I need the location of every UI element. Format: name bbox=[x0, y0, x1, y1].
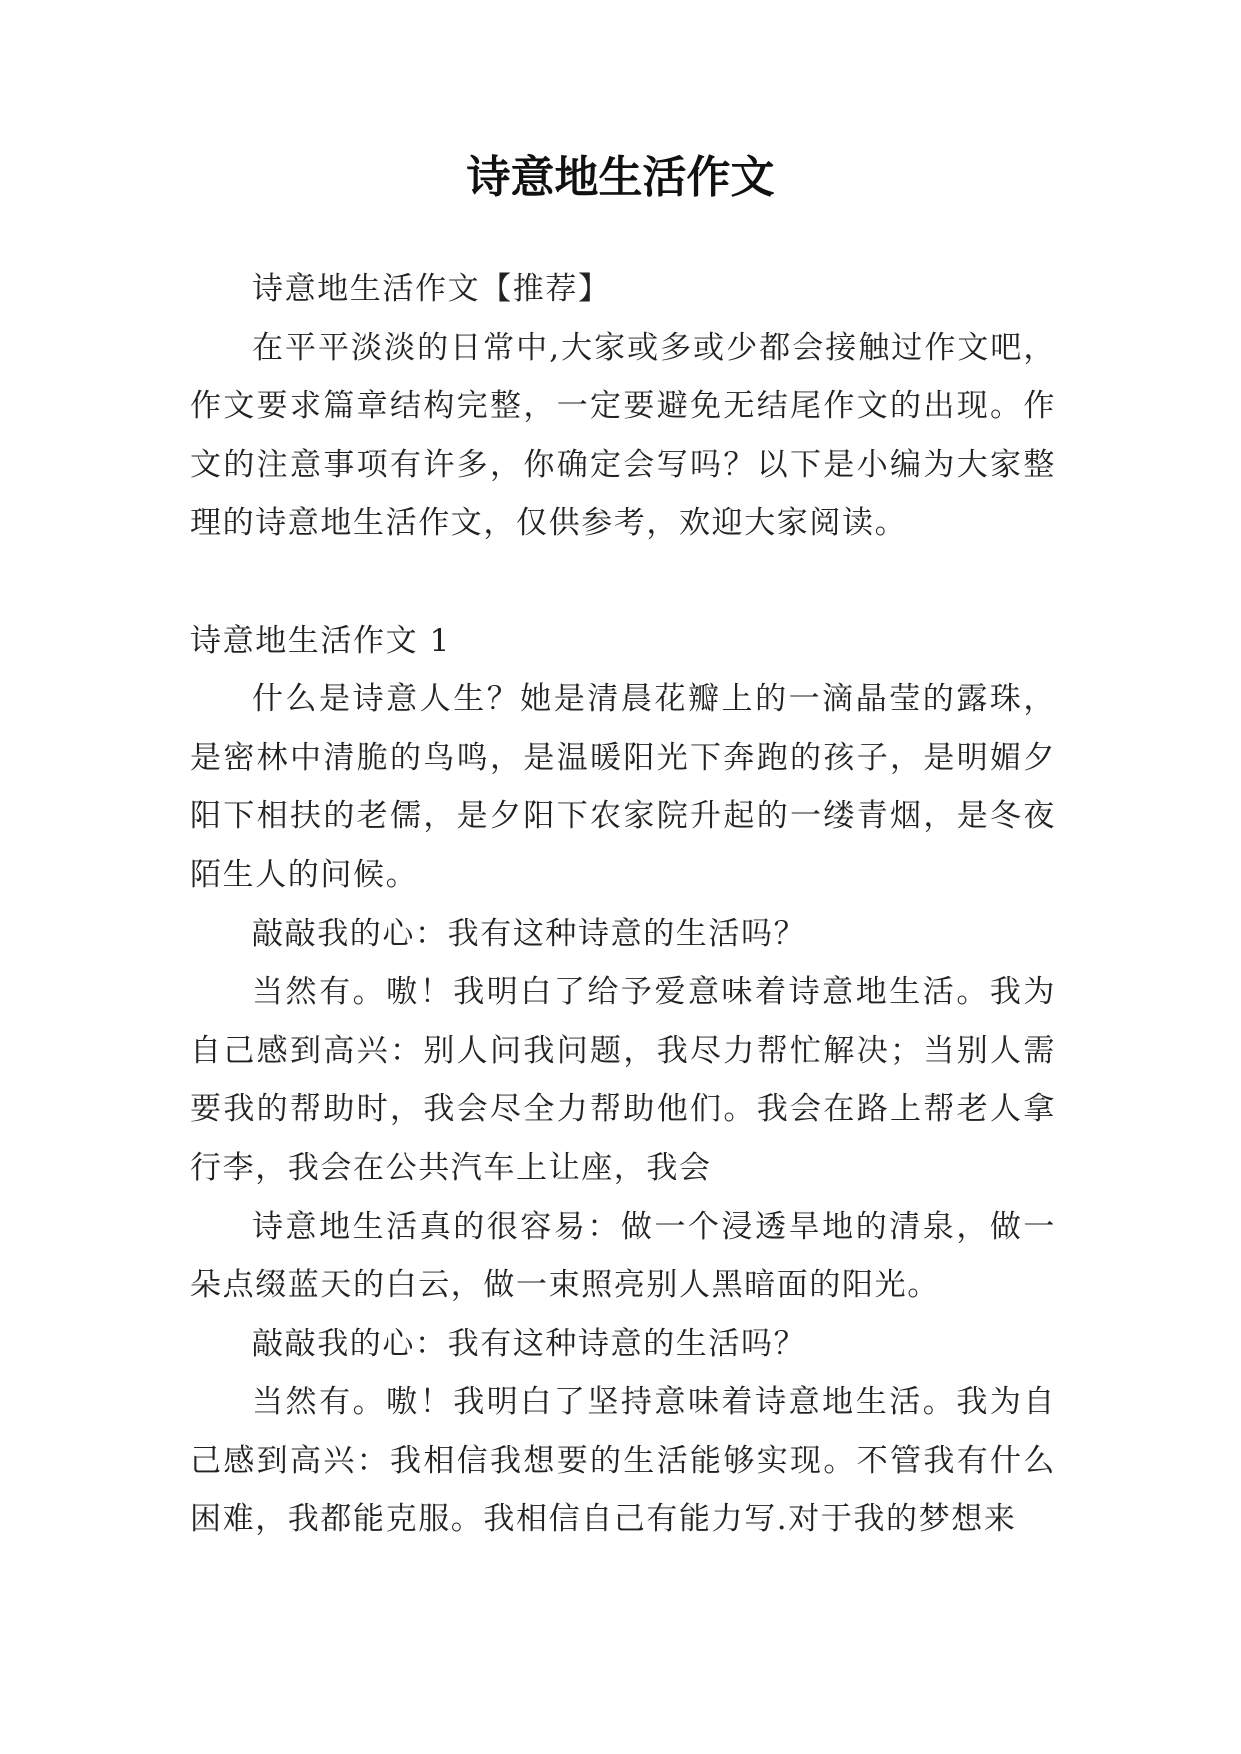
section-heading: 诗意地生活作文 1 bbox=[190, 622, 451, 659]
intro-paragraph: 在平平淡淡的日常中,大家或多或少都会接触过作文吧，作文要求篇章结构完整，一定要避免无结尾作文的出现。作文的注意事项有许多，你确定会写吗？以下是小编为大家整理的诗意地生活作文，仅供参考，欢迎大家阅读。 bbox=[190, 329, 1056, 542]
body-paragraph-2: 敲敲我的心：我有这种诗意的生活吗？ bbox=[252, 915, 807, 952]
paragraph-spacer bbox=[190, 553, 1056, 612]
intro-heading: 诗意地生活作文【推荐】 bbox=[252, 271, 611, 307]
body-paragraph-6: 当然有。嗷！我明白了坚持意味着诗意地生活。我为自己感到高兴：我相信我想要的生活能够实现。不管我有什么困难，我都能克服。我相信自己有能力写.对于我的梦想来 bbox=[190, 1384, 1056, 1538]
document-title: 诗意地生活作文 bbox=[466, 152, 775, 203]
body-paragraph-5: 敲敲我的心：我有这种诗意的生活吗？ bbox=[252, 1325, 807, 1362]
body-paragraph-1: 什么是诗意人生？她是清晨花瓣上的一滴晶莹的露珠，是密林中清脆的鸟鸣，是温暖阳光下奔跑的孩子，是明媚夕阳下相扶的老儒，是夕阳下农家院升起的一缕青烟，是冬夜陌生人的问候。 bbox=[190, 681, 1056, 893]
body-paragraph-4: 诗意地生活真的很容易：做一个浸透旱地的清泉，做一朵点缀蓝天的白云，做一束照亮别人黑暗面的阳光。 bbox=[190, 1208, 1056, 1304]
body-paragraph-3: 当然有。嗷！我明白了给予爱意味着诗意地生活。我为自己感到高兴：别人问我问题，我尽力帮忙解决；当别人需要我的帮助时，我会尽全力帮助他们。我会在路上帮老人拿行李，我会在公共汽车上让座，我会 bbox=[190, 974, 1056, 1186]
document-body bbox=[190, 260, 1056, 1549]
